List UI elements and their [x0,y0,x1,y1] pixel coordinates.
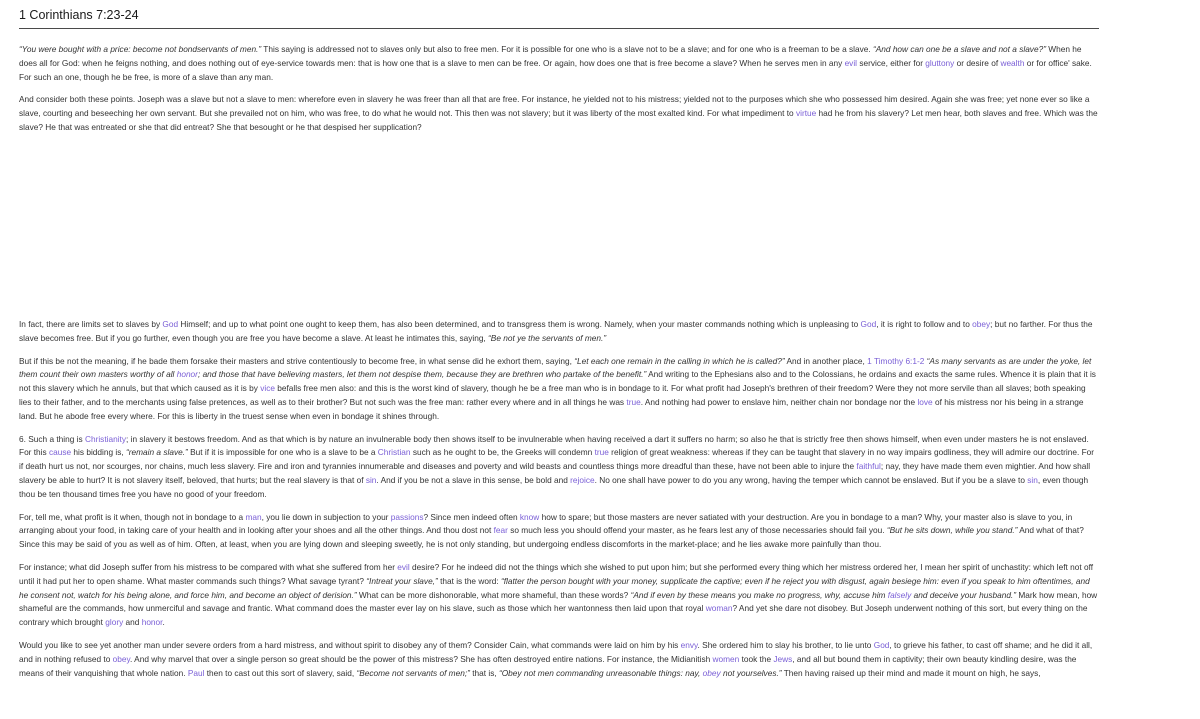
topic-link[interactable]: cause [48,447,72,458]
text-run: ? And yet she dare not disobey. But Joseph underwent nothing of this sort, but every thing on the contrary which brought [19,603,1088,628]
commentary-paragraph [19,355,1099,424]
text-run: ; but no farther. For thus the slave becomes free. But if you go further, even though you are free you have become a slave. At least he intimates this, saying, [19,319,1093,343]
scripture-quote: “flatter the person bought with your money, supplicate the captive; even if he reject you with disgust, again besiege him: even if you speak to him oftentimes, and he consent not, watch for his being alone, and force him, and become an object of derision.” [19,575,1090,600]
topic-link[interactable]: man [245,511,262,522]
text-run: ? Since men indeed often [423,511,520,522]
topic-link[interactable]: woman [705,603,733,614]
text-run: Then having raised up their mind and made it mount on high, he says, [781,667,1041,678]
text-run: , to grieve his father, to cast off shame; and he did it all, and in nothing refused to [19,639,1093,664]
topic-link[interactable]: evil [844,57,858,68]
topic-link[interactable]: rejoice [570,474,595,485]
topic-link[interactable]: honor [176,369,198,380]
text-run: Mark how mean, how shameful are the commands, how unmerciful and savage and frantic. What command does the master ever lay on his slave, such as those which her wantonness then laid upon that royal [19,589,1098,614]
topic-link[interactable]: know [519,511,540,522]
scripture-quote: “Obey not men commanding unreasonable things: nay, [498,667,703,678]
topic-link[interactable]: wealth [1000,57,1025,68]
commentary-paragraph [19,93,1099,134]
text-run: Himself; and up to what point one ought to keep them, has also been determined, and to transgress them is wrong. Namely, when your master commands nothing which is unpleasing to [178,319,861,329]
scripture-quote: “You were bought with a price: become not bondservants of men.” [19,44,262,54]
text-run: that is the word: [437,575,501,586]
topic-link[interactable]: true [626,396,641,407]
text-run: In fact, there are limits set to slaves by [19,319,163,329]
text-run: had he from his slavery? Let men hear, both slaves and free. Which was the slave? He that was entreated or she that did entreat? She that besought or he that despised her supplication? [19,108,1098,132]
scripture-quote: and deceive your husband.” [911,589,1017,600]
text-run: ; in slavery it bestows freedom. And as that which is by nature an invulnerable body then shows itself to be invulnerable when having received a dart it suffers no harm; so also he that is strictly free then shows himself, when even under masters he is not enslaved. For this [19,433,1089,458]
text-run: befalls free men also: and this is the worst kind of slavery, though he be a free man who is in bondage to it. For what profit had Joseph's brethren of their freedom? Were they not more servile than all slaves; both speaking lies to their father, and to the merchants using false pretences, as well as to their brother? But not such was the free man: rather every where and in all things he was [19,383,1086,407]
text-run: . No one shall have power to do you any wrong, having the temper which cannot be enslaved. But if you be a slave to [594,474,1028,485]
text-run: But if this be not the meaning, if he bade them forsake their masters and strive contentiously to become free, in what sense did he exhort them, saying, [19,355,575,366]
scripture-quote: “But he sits down, while you stand.” [886,525,1018,536]
topic-link[interactable]: obey [702,667,721,678]
commentary-paragraph [19,318,1099,346]
text-run: , and all but bound them in captivity; their own beauty kindling desire, was the means of their vanquishing that whole nation. [19,653,1077,678]
topic-link[interactable]: God [162,319,179,329]
topic-link[interactable]: sin [1027,474,1038,485]
text-run: ; nay, they have made them even mightier. And how shall slavery be able to hurt? It is not slavery itself, beloved, that hurts; but the real slavery is that of [19,461,1091,485]
text-run: of his mistress nor his being in a strange land. But he abode free every where. For this is liberty in the truest sense when even in bondage it shines through. [19,396,1084,421]
text-run: Would you like to see yet another man under severe orders from a hard mistress, and without spirit to disobey any of them? Consider Cain, what commands were laid on him by his [19,639,681,650]
topic-link[interactable]: Paul [187,667,205,678]
topic-link[interactable]: Christian [377,447,411,458]
scripture-quote: “As many servants as are under the yoke, let them count their own masters worthy of all [19,355,1092,380]
blank-ad-space [19,150,1099,310]
text-run: took the [739,653,774,664]
topic-link[interactable]: virtue [795,108,817,119]
commentary-text-upper [19,43,1099,144]
text-run: This saying is addressed not to slaves only but also to free men. For it is possible for one who is a slave not to be a slave; and for one who is a freeman to be a slave. [261,44,873,54]
topic-link[interactable]: obey [112,653,131,664]
text-run: , even though thou be ten thousand times free you have no good of your freedom. [19,474,1089,499]
text-run: . And if you be not a slave in this sense, be bold and [376,474,571,485]
topic-link[interactable]: gluttony [925,57,955,68]
page-title: 1 Corinthians 7:23-24 [19,8,139,22]
text-run: desire? For he indeed did not the things which she wished to put upon him; but she performed every thing which her mistress ordered her, I mean her spirit of unchastity: which left not off until it had put her to open shame. What master commands such things? What savage tyrant? [19,561,1094,586]
scripture-quote: “Let each one remain in the calling in which he is called?” [574,355,785,366]
topic-link[interactable]: envy [680,639,698,650]
text-run: . She ordered him to slay his brother, to lie unto [697,639,874,650]
commentary-paragraph [19,511,1099,552]
scripture-quote: “Intreat your slave,” [366,575,438,586]
text-run: When he does all for God: when he feigns nothing, and does nothing out of eye-service towards men: that is how one that is a slave to men can be free. Or again, how does one that is free become a slave? When he serves men in any [19,44,1082,68]
text-run: so much less you should offend your master, as he fears lest any of those necessaries should fail you. [507,525,887,536]
commentary-paragraph [19,43,1099,84]
text-run: and [123,617,142,628]
text-run: . And why marvel that over a single person so great should be the power of this mistress? She has often destroyed entire nations. For instance, the Midianitish [130,653,713,664]
text-run: For, tell me, what profit is it when, though not in bondage to a [19,511,246,522]
text-run: But if it is impossible for one who is a slave to be a [187,447,378,458]
topic-link[interactable]: 1 Timothy 6:1-2 [867,355,925,366]
topic-link[interactable]: women [712,653,740,664]
topic-link[interactable]: falsely [887,589,912,600]
text-run: or for office' sake. For such an one, though he be free, is more of a slave than any man. [19,57,1092,82]
scripture-quote: “Become not servants of men;” [356,667,470,678]
topic-link[interactable]: God [873,639,890,650]
text-run: religion of great weakness: whereas if they can be taught that slavery in no way impairs godliness, they will admire our doctrine. For if death hurt us not, nor scourges, nor chains, much less slavery. Fire and iron and tyrannies innumerable and diseases and poverty and wild beasts and countless things more dreadful than these, have not been able to injure the [19,447,1095,472]
text-run: , it is right to follow and to [876,319,973,329]
text-run: that is, [469,667,499,678]
text-run: his bidding is, [71,447,126,458]
topic-link[interactable]: obey [972,319,991,329]
topic-link[interactable]: Jews [773,653,793,664]
text-run: And writing to the Ephesians also and to the Colossians, he ordains and exacts the same rules. Whence it is plain that it is not this slavery which he annuls, but that which caused as it is by [19,369,1096,394]
topic-link[interactable]: honor [141,617,163,628]
text-run: , you lie down in subjection to your [261,511,391,522]
topic-link[interactable]: sin [365,474,377,485]
scripture-quote: “remain a slave.” [126,447,188,458]
commentary-text-lower [19,318,1099,689]
text-run: What can be more dishonorable, what more shameful, than these words? [356,589,631,600]
topic-link[interactable]: love [917,396,933,407]
text-run: such as he ought to be, the Greeks will condemn [410,447,595,458]
topic-link[interactable]: passions [390,511,424,522]
topic-link[interactable]: evil [397,561,410,572]
topic-link[interactable]: glory [105,617,124,628]
commentary-paragraph [19,433,1099,502]
text-run: And in another place, [784,355,868,366]
text-run: And what of that? Since this may be said of you as well as of him. Often, at least, when you are lying down and sleeping sweetly, he is not only standing, but undergoing endless discomforts in the market-place; and he lies awake more painfully than thou. [19,525,1084,550]
scripture-quote: ; and those that have believing masters, let them not despise them, because they are brethren who partake of the benefit.” [197,369,647,380]
commentary-paragraph [19,561,1099,630]
topic-link[interactable]: vice [260,383,275,394]
topic-link[interactable]: God [860,319,877,329]
title-divider [19,28,1099,29]
text-run: . And nothing had power to enslave him, neither chain nor bondage nor the [640,396,918,407]
scripture-quote: “Be not ye the servants of men.” [488,332,607,343]
text-run: service, either for [857,57,926,68]
text-run: . [162,617,165,628]
topic-link[interactable]: faithful [856,461,881,472]
topic-link[interactable]: Christianity [84,433,127,444]
scripture-quote: “And if even by these means you make no progress, why, accuse him [630,589,888,600]
text-run: then to cast out this sort of slavery, said, [204,667,357,678]
text-run: 6. Such a thing is [19,433,85,444]
topic-link[interactable]: true [594,447,609,458]
scripture-quote: “And how can one be a slave and not a slave?” [872,44,1046,54]
commentary-paragraph [19,639,1099,680]
text-run: For instance; what did Joseph suffer from his mistress to be compared with what she suffered from her [19,561,398,572]
text-run: or desire of [954,57,1001,68]
text-run: how to spare; but those masters are never satiated with your destruction. Are you in bondage to a man? Why, your master also is slave to you, in arranging about your food, in taking care of your health and in looking after your shoes and all the other things. And thou dost not [19,511,1073,536]
text-run: And consider both these points. Joseph was a slave but not a slave to men: wherefore even in slavery he was freer than all that are free. For instance, he yielded not to his mistress; yielded not to the purposes which she who possessed him desired. Again she was free; yet none ever so like a slave, courting and beseeching her own servant. But she prevailed not on him, who was free, to do what he would not. This then was not slavery; but it was liberty of the most exalted kind. For what impediment to [19,94,1090,119]
scripture-quote: not yourselves.” [720,667,782,678]
topic-link[interactable]: fear [493,525,508,536]
